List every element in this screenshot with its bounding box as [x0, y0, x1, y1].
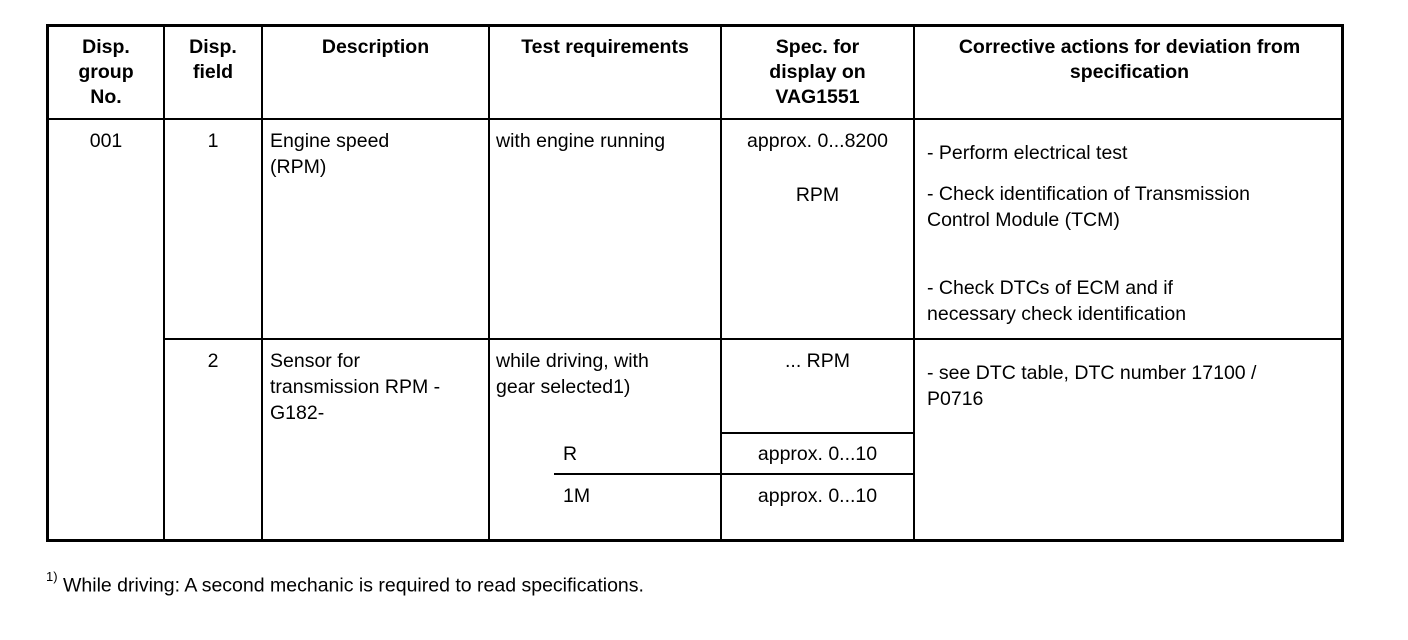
header-corrective-actions: Corrective actions for deviation from specification — [958, 36, 1301, 83]
row2-gear-r-spec: approx. 0...10 — [757, 443, 878, 465]
header-disp-field: Disp. field — [189, 36, 237, 83]
row2-spec: ... RPM — [784, 350, 850, 372]
header-disp-group: Disp. group No. — [78, 36, 134, 108]
row1-field: 1 — [207, 130, 219, 152]
footnote-marker: 1) — [46, 569, 58, 584]
row2-test-requirement: while driving, with gear selected1) — [496, 350, 649, 398]
row1-group: 001 — [89, 130, 123, 152]
row1-action-2: - Check identification of Transmission Control Module (TCM) — [927, 183, 1250, 231]
header-divider — [49, 118, 1341, 120]
sub-row-divider — [720, 432, 913, 434]
row2-action: - see DTC table, DTC number 17100 / P0716 — [927, 362, 1257, 410]
row1-action-1: - Perform electrical test — [927, 142, 1128, 164]
header-description: Description — [321, 36, 430, 58]
column-divider — [261, 27, 263, 539]
column-divider — [163, 27, 165, 539]
row1-spec-unit: RPM — [795, 184, 840, 206]
row1-action-3: - Check DTCs of ECM and if necessary check identification — [927, 277, 1187, 325]
header-spec: Spec. for display on VAG1551 — [769, 36, 866, 108]
diagnostic-table — [46, 24, 1344, 542]
row2-description: Sensor for transmission RPM - G182- — [270, 350, 441, 424]
footnote — [46, 569, 644, 598]
row2-gear-1m: 1M — [563, 485, 591, 507]
row-divider — [163, 338, 1341, 340]
row1-description: Engine speed (RPM) — [270, 130, 390, 178]
row2-field: 2 — [207, 350, 219, 372]
footnote-text: While driving: A second mechanic is required to read specifications. — [62, 574, 644, 597]
column-divider — [913, 27, 915, 539]
row1-test-requirement: with engine running — [496, 130, 666, 152]
column-divider — [488, 27, 490, 539]
row2-gear-1m-spec: approx. 0...10 — [757, 485, 878, 507]
row2-gear-r: R — [563, 443, 578, 465]
sub-row-divider — [554, 473, 913, 475]
header-test-requirements: Test requirements — [521, 36, 689, 58]
row1-spec-range: approx. 0...8200 — [747, 130, 888, 152]
